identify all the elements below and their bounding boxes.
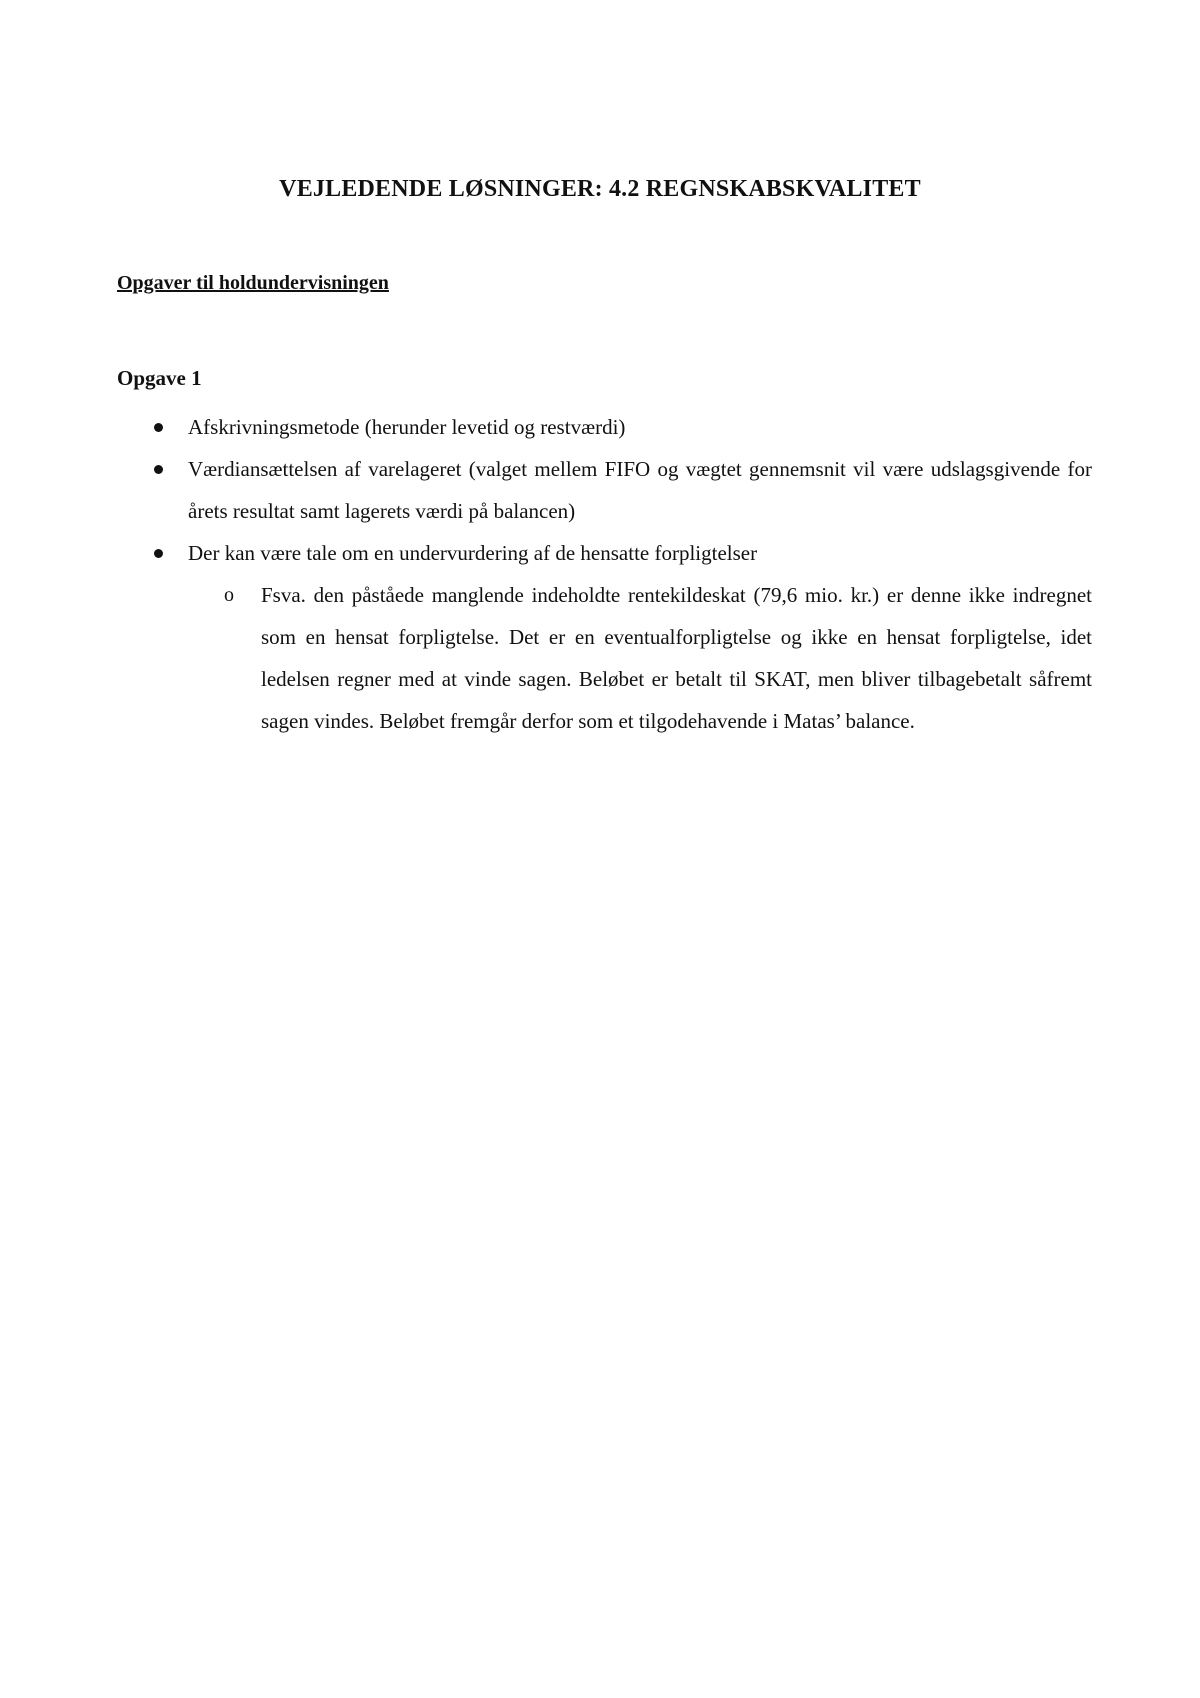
bullet-icon — [154, 549, 163, 558]
bullet-text: Der kan være tale om en undervurdering af de hensatte forpligtelser — [188, 541, 758, 565]
bullet-list — [117, 406, 1092, 742]
section-heading: Opgaver til holdundervisningen — [117, 272, 389, 294]
sub-bullet-list — [188, 574, 1092, 742]
circle-bullet-icon: o — [224, 584, 234, 606]
list-item — [117, 448, 1092, 532]
bullet-icon — [154, 465, 163, 474]
bullet-icon — [154, 423, 163, 432]
bullet-text: Værdiansættelsen af varelageret (valget mellem FIFO og vægtet gennemsnit vil være udslagsgivende for årets resultat samt lagerets værdi på balancen) — [188, 457, 1092, 523]
sub-bullet-text: Fsva. den påståede manglende indeholdte rentekildeskat (79,6 mio. kr.) er denne ikke indregnet som en hensat forpligtelse. Det er en eventualforpligtelse og ikke en hensat forpligtelse, idet ledelsen regner med at vinde sagen. Beløbet er betalt til SKAT, men bliver tilbagebetalt såfremt sagen vindes. Beløbet fremgår derfor som et tilgodehavende i Matas’ balance. — [261, 583, 1092, 733]
sub-list-item — [188, 574, 1092, 742]
document-title: VEJLEDENDE LØSNINGER: 4.2 REGNSKABSKVALITET — [279, 176, 921, 202]
list-item — [117, 406, 1092, 448]
task-heading: Opgave 1 — [117, 366, 202, 390]
bullet-text: Afskrivningsmetode (herunder levetid og restværdi) — [188, 415, 626, 439]
list-item — [117, 532, 1092, 742]
